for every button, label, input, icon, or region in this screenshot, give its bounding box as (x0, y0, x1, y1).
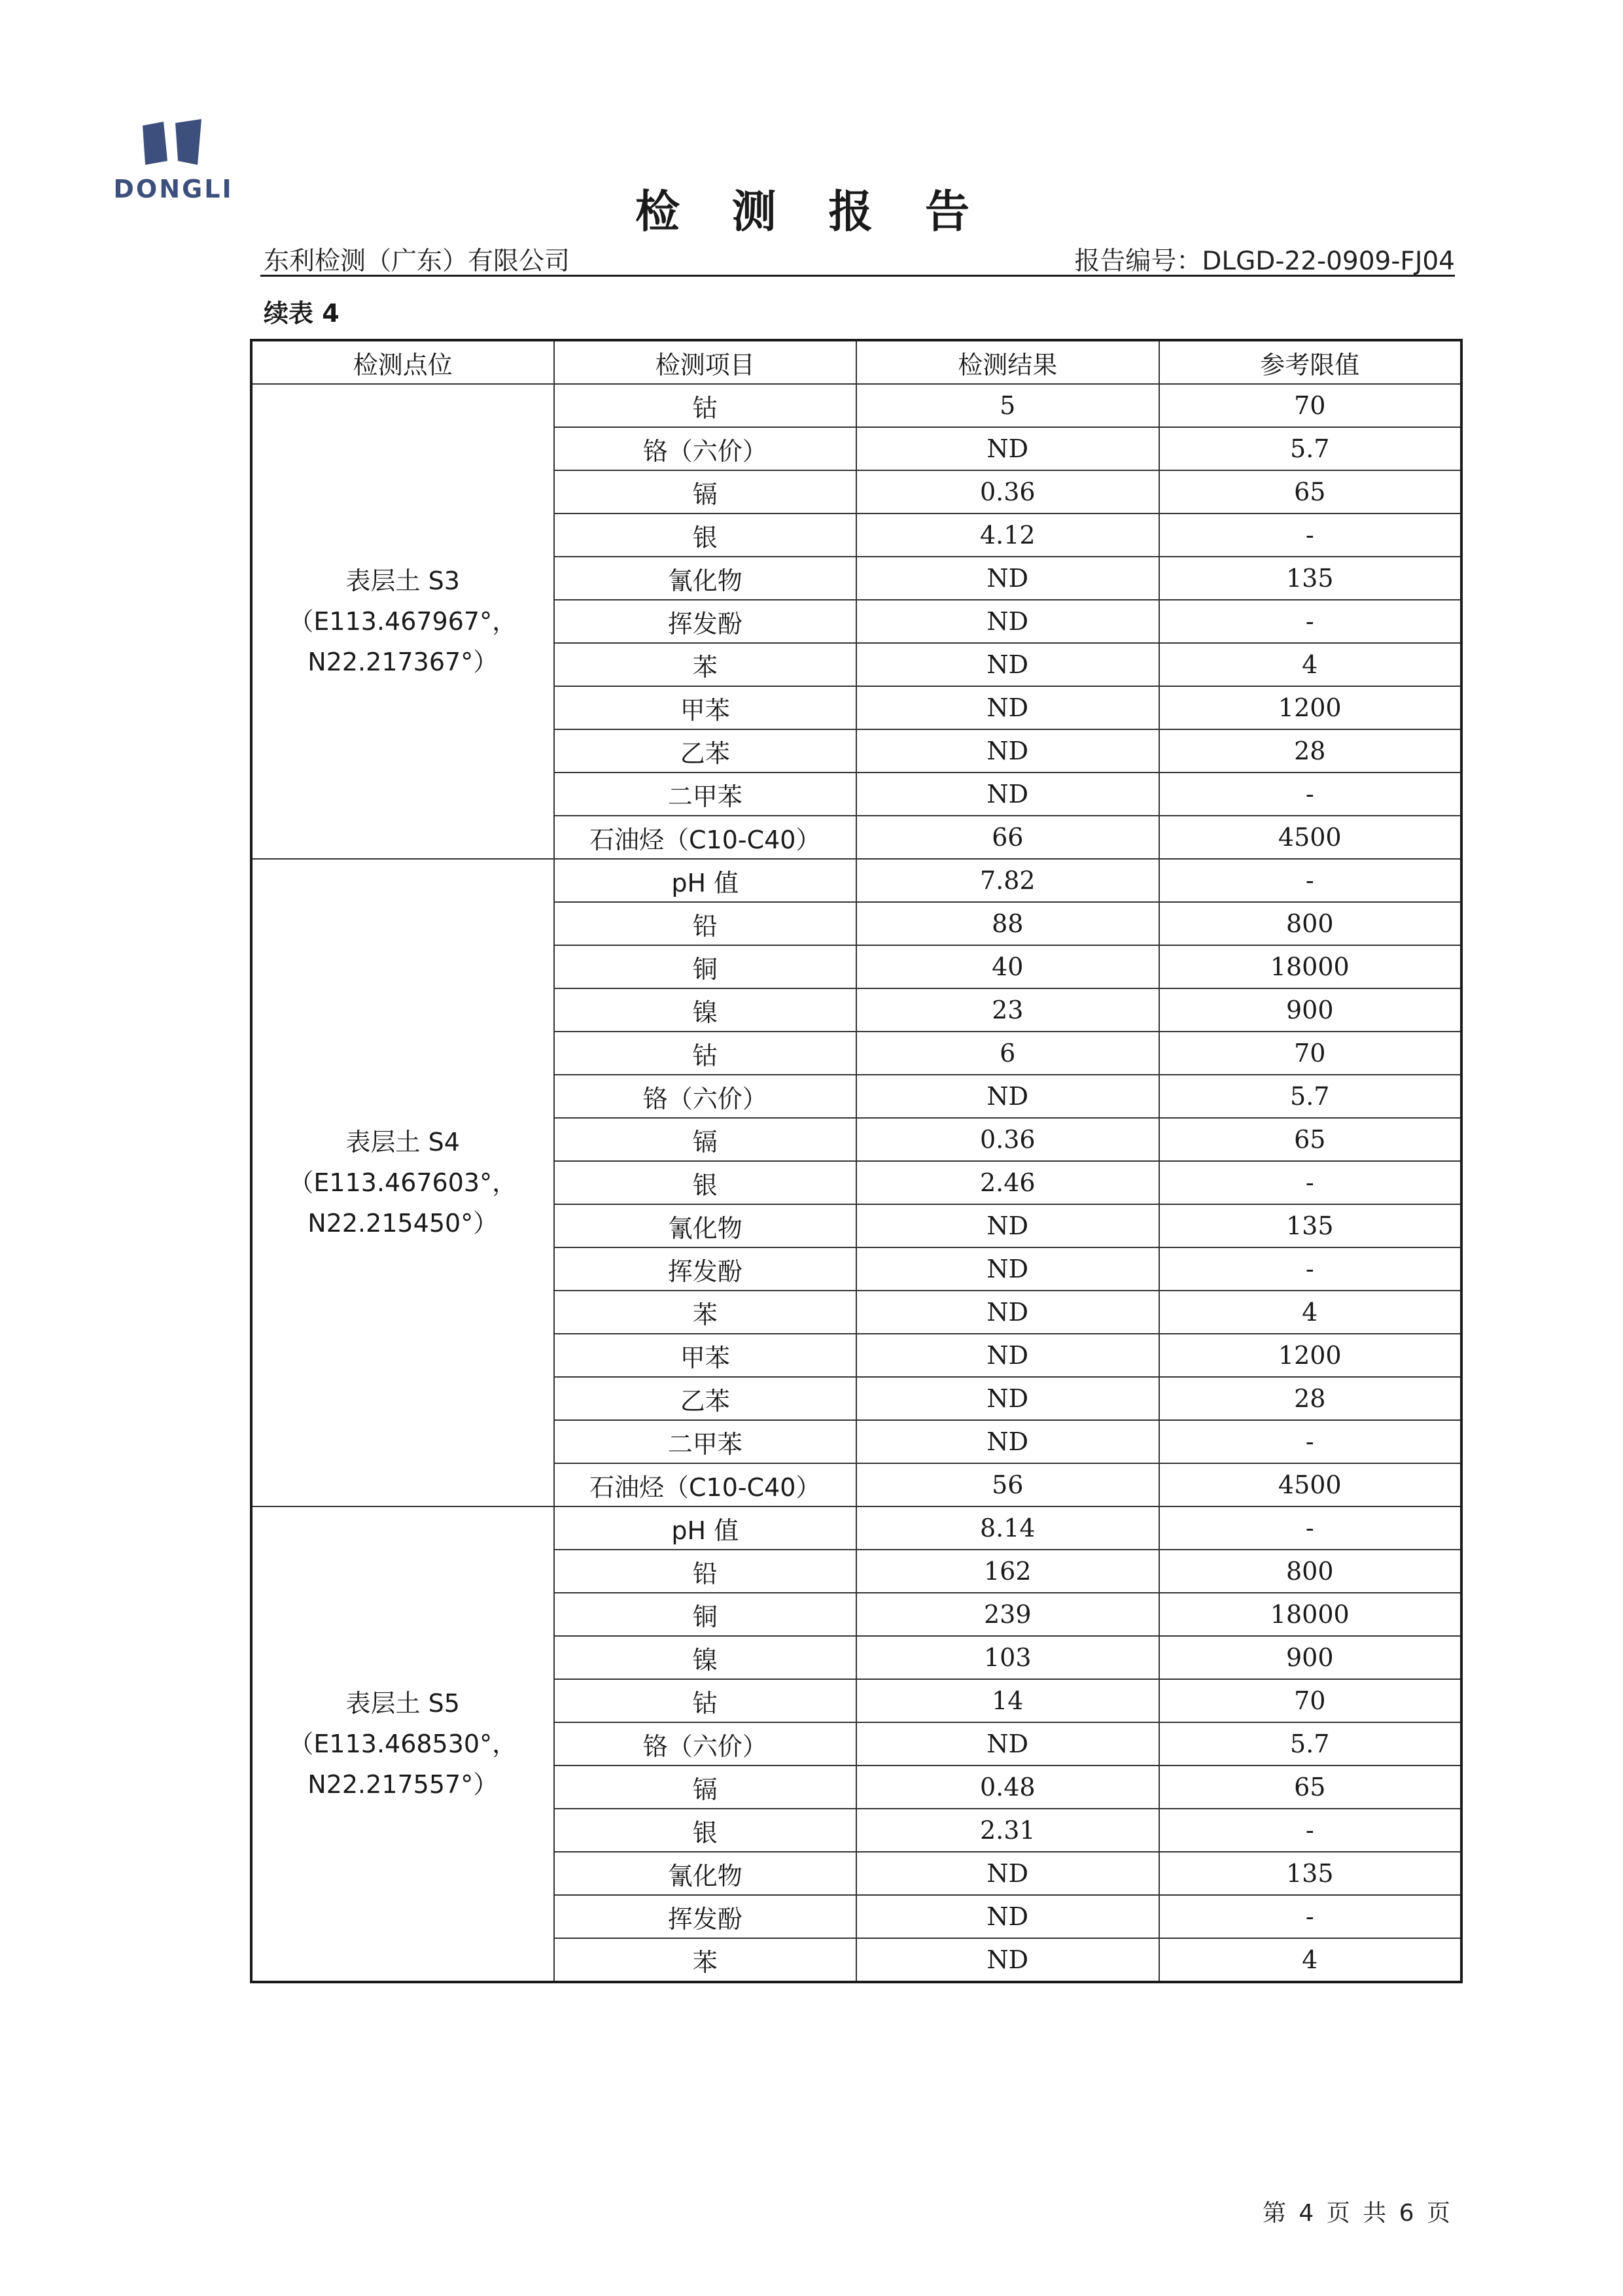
report-title: 检 测 报 告 (635, 186, 988, 238)
column-header: 检测项目 (554, 340, 857, 384)
test-item-cell: 铬（六价） (554, 427, 857, 470)
limit-cell: 4 (1159, 1938, 1462, 1982)
test-item-cell: 银 (554, 1161, 857, 1204)
result-cell: 0.36 (856, 470, 1159, 513)
column-header: 检测点位 (251, 340, 554, 384)
limit-cell: 5.7 (1159, 1722, 1462, 1765)
limit-cell: 135 (1159, 1852, 1462, 1895)
table-row (251, 384, 1461, 427)
limit-cell: 18000 (1159, 945, 1462, 988)
result-cell: ND (856, 1334, 1159, 1377)
test-item-cell: 石油烃（C10-C40） (554, 1463, 857, 1506)
header-divider (260, 275, 1455, 277)
site-label-line: （E113.467603°， (288, 1168, 517, 1197)
limit-cell: - (1159, 600, 1462, 643)
test-item-cell: 铜 (554, 1593, 857, 1636)
result-cell: 239 (856, 1593, 1159, 1636)
table-caption: 续表 4 (264, 299, 340, 328)
result-cell: ND (856, 1075, 1159, 1118)
result-cell: ND (856, 729, 1159, 773)
result-cell: ND (856, 1852, 1159, 1895)
test-item-cell: 苯 (554, 643, 857, 686)
dongli-logo-icon (137, 119, 209, 170)
site-label-line: （E113.467967°， (288, 607, 517, 636)
limit-cell: 800 (1159, 1550, 1462, 1593)
result-cell: 66 (856, 816, 1159, 859)
result-cell: ND (856, 1377, 1159, 1420)
test-item-cell: 铅 (554, 1550, 857, 1593)
result-cell: 8.14 (856, 1506, 1159, 1550)
limit-cell: 4 (1159, 1291, 1462, 1334)
result-cell: ND (856, 773, 1159, 816)
test-item-cell: pH 值 (554, 1506, 857, 1550)
result-cell: 4.12 (856, 513, 1159, 557)
limit-cell: 1200 (1159, 1334, 1462, 1377)
test-item-cell: 银 (554, 513, 857, 557)
test-item-cell: 甲苯 (554, 1334, 857, 1377)
site-cell (251, 1506, 554, 1982)
result-cell: 0.36 (856, 1118, 1159, 1161)
limit-cell: 65 (1159, 1118, 1462, 1161)
limit-cell: 135 (1159, 1204, 1462, 1247)
test-item-cell: 钴 (554, 1679, 857, 1722)
limit-cell: 900 (1159, 1636, 1462, 1679)
result-cell: ND (856, 1895, 1159, 1938)
test-item-cell: 镉 (554, 470, 857, 513)
result-cell: 5 (856, 384, 1159, 427)
result-cell: 23 (856, 988, 1159, 1032)
test-item-cell: 氰化物 (554, 1852, 857, 1895)
column-header: 参考限值 (1159, 340, 1462, 384)
report-number: 报告编号：DLGD-22-0909-FJ04 (1074, 247, 1455, 276)
limit-cell: 5.7 (1159, 1075, 1462, 1118)
limit-cell: 18000 (1159, 1593, 1462, 1636)
result-cell: 162 (856, 1550, 1159, 1593)
test-item-cell: 氰化物 (554, 1204, 857, 1247)
result-cell: ND (856, 1291, 1159, 1334)
result-cell: 2.31 (856, 1809, 1159, 1852)
column-header: 检测结果 (856, 340, 1159, 384)
test-item-cell: 苯 (554, 1291, 857, 1334)
limit-cell: 800 (1159, 902, 1462, 945)
limit-cell: 4500 (1159, 816, 1462, 859)
result-cell: ND (856, 427, 1159, 470)
limit-cell: - (1159, 1809, 1462, 1852)
result-cell: ND (856, 1247, 1159, 1291)
limit-cell: 65 (1159, 470, 1462, 513)
result-cell: 2.46 (856, 1161, 1159, 1204)
limit-cell: 1200 (1159, 686, 1462, 729)
site-label-line: （E113.468530°， (288, 1730, 517, 1758)
site-label-line: 表层土 S4 (345, 1128, 460, 1157)
result-cell: ND (856, 686, 1159, 729)
limit-cell: 70 (1159, 1679, 1462, 1722)
limit-cell: 4 (1159, 643, 1462, 686)
test-item-cell: 氰化物 (554, 557, 857, 600)
limit-cell: - (1159, 1161, 1462, 1204)
limit-cell: 900 (1159, 988, 1462, 1032)
result-cell: 14 (856, 1679, 1159, 1722)
test-item-cell: pH 值 (554, 859, 857, 902)
page-number: 第 4 页 共 6 页 (1262, 2200, 1453, 2227)
table-header-row (251, 340, 1461, 384)
result-cell: 7.82 (856, 859, 1159, 902)
test-item-cell: 乙苯 (554, 729, 857, 773)
result-cell: 88 (856, 902, 1159, 945)
test-item-cell: 镉 (554, 1765, 857, 1809)
site-label-line: N22.217367°） (307, 648, 498, 676)
site-cell (251, 859, 554, 1506)
test-item-cell: 挥发酚 (554, 600, 857, 643)
limit-cell: - (1159, 513, 1462, 557)
test-item-cell: 石油烃（C10-C40） (554, 816, 857, 859)
test-item-cell: 铜 (554, 945, 857, 988)
site-label-line: 表层土 S5 (345, 1689, 460, 1718)
test-item-cell: 镍 (554, 1636, 857, 1679)
limit-cell: - (1159, 773, 1462, 816)
site-label-line: N22.215450°） (307, 1209, 498, 1238)
company-name: 东利检测（广东）有限公司 (264, 247, 570, 276)
limit-cell: 28 (1159, 1377, 1462, 1420)
test-item-cell: 铬（六价） (554, 1075, 857, 1118)
limit-cell: 70 (1159, 1032, 1462, 1075)
result-cell: 0.48 (856, 1765, 1159, 1809)
test-item-cell: 苯 (554, 1938, 857, 1982)
test-item-cell: 甲苯 (554, 686, 857, 729)
site-cell (251, 384, 554, 859)
result-cell: ND (856, 643, 1159, 686)
table-body (251, 384, 1461, 1982)
site-label-line: 表层土 S3 (345, 566, 460, 595)
table-row (251, 1506, 1461, 1550)
limit-cell: - (1159, 1420, 1462, 1463)
result-cell: 6 (856, 1032, 1159, 1075)
result-cell: ND (856, 1938, 1159, 1982)
test-item-cell: 银 (554, 1809, 857, 1852)
result-cell: ND (856, 1420, 1159, 1463)
test-item-cell: 镉 (554, 1118, 857, 1161)
logo-text: DONGLI (113, 175, 234, 203)
result-cell: ND (856, 1204, 1159, 1247)
result-cell: ND (856, 557, 1159, 600)
result-cell: ND (856, 1722, 1159, 1765)
result-cell: 103 (856, 1636, 1159, 1679)
test-item-cell: 钴 (554, 1032, 857, 1075)
test-item-cell: 镍 (554, 988, 857, 1032)
test-item-cell: 铬（六价） (554, 1722, 857, 1765)
limit-cell: 4500 (1159, 1463, 1462, 1506)
limit-cell: 135 (1159, 557, 1462, 600)
test-item-cell: 二甲苯 (554, 1420, 857, 1463)
test-item-cell: 二甲苯 (554, 773, 857, 816)
table-row (251, 859, 1461, 902)
limit-cell: 5.7 (1159, 427, 1462, 470)
result-cell: 40 (856, 945, 1159, 988)
limit-cell: - (1159, 1506, 1462, 1550)
result-cell: ND (856, 600, 1159, 643)
limit-cell: - (1159, 1895, 1462, 1938)
test-item-cell: 挥发酚 (554, 1895, 857, 1938)
test-item-cell: 挥发酚 (554, 1247, 857, 1291)
test-item-cell: 乙苯 (554, 1377, 857, 1420)
limit-cell: - (1159, 859, 1462, 902)
limit-cell: 65 (1159, 1765, 1462, 1809)
result-cell: 56 (856, 1463, 1159, 1506)
site-label-line: N22.217557°） (307, 1770, 498, 1799)
limit-cell: - (1159, 1247, 1462, 1291)
test-item-cell: 钴 (554, 384, 857, 427)
limit-cell: 28 (1159, 729, 1462, 773)
test-item-cell: 铅 (554, 902, 857, 945)
limit-cell: 70 (1159, 384, 1462, 427)
results-table (250, 339, 1463, 1983)
